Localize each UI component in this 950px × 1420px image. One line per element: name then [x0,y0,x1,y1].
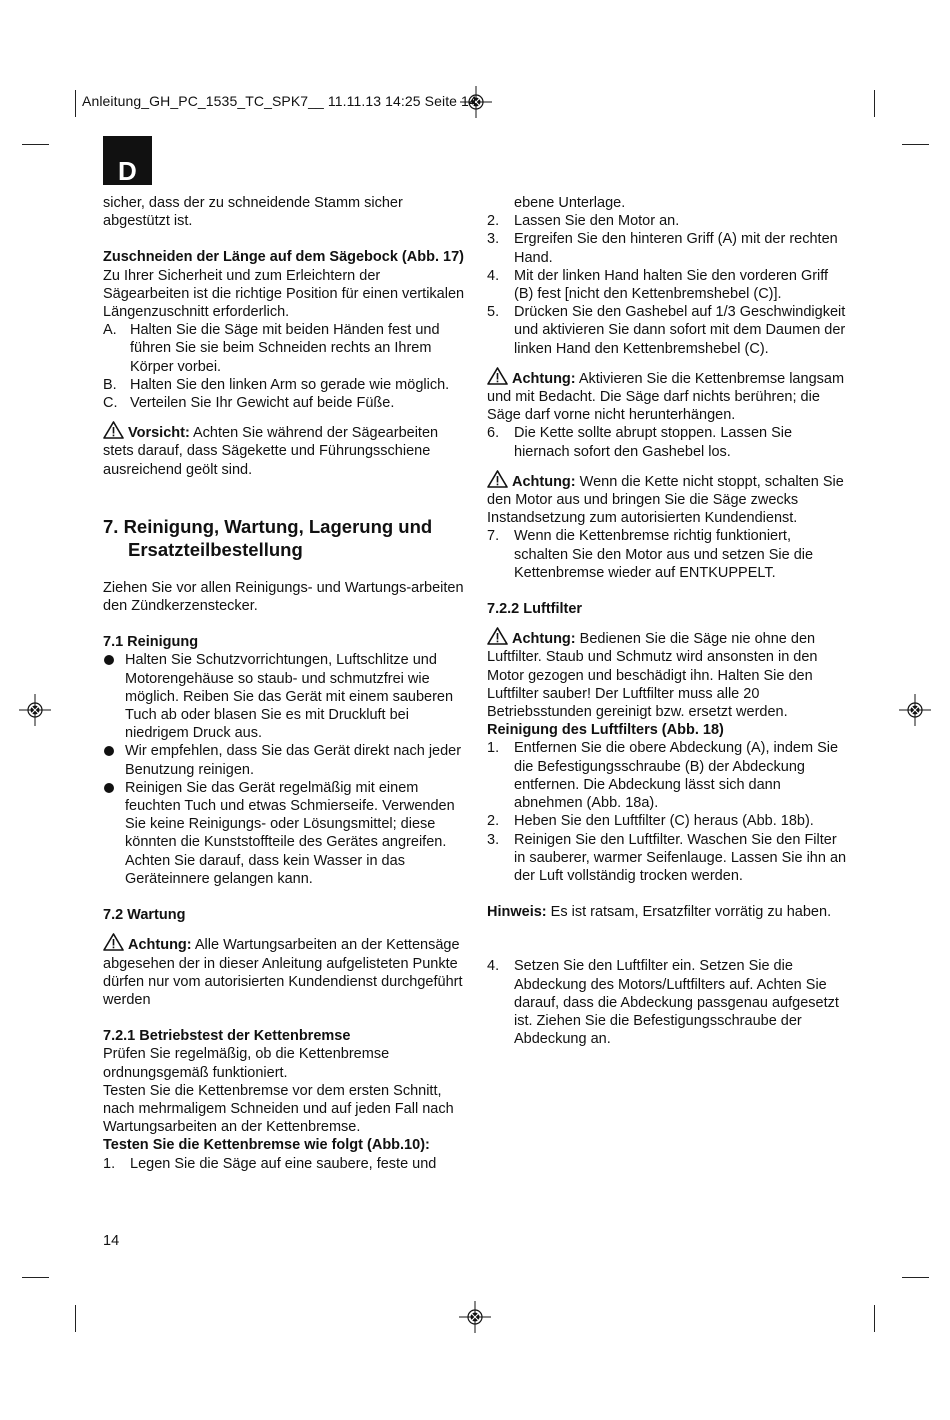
warning-note: Achtung: Bedienen Sie die Säge nie ohne den Luftfilter. Staub und Schmutz wird ansonsten in den Motor gezogen und beschädigt ihn. Halten Sie den Luftfilter sauber! Der Luftfilter muss alle 20 Betriebsstunden gereinigt bzw. ersetzt werden. [487,627,849,721]
airfilter-cleaning-heading: Reinigung des Luftfilters (Abb. 18) [487,722,724,739]
list-item: B. Halten Sie den linken Arm so gerade wie möglich. [103,376,450,393]
brake-text: Prüfen Sie regelmäßig, ob die Kettenbremse ordnungsgemäß funktioniert. [103,1046,390,1081]
crop-mark [75,1305,76,1332]
list-item: C. Verteilen Sie Ihr Gewicht auf beide Füße. [103,395,395,412]
list-item: Halten Sie Schutzvorrichtungen, Luftschlitze und Motorengehäuse so staub- und schmutzfrei wie möglich. Reiben Sie das Gerät mit einem sauberen Tuch ab oder blasen Sie es mit Druckluft bei niedrigem Druck aus. [103,651,465,742]
list-item: 7. Wenn die Kettenbremse richtig funktioniert, schalten Sie den Motor aus und setzen Sie die Kettenbremse wieder auf ENTKUPPELT. [487,528,814,581]
list-item: Wir empfehlen, dass Sie das Gerät direkt nach jeder Benutzung reinigen. [103,742,465,778]
warning-note: Achtung: Aktivieren Sie die Kettenbremse langsam und mit Bedacht. Die Säge darf nichts berühren; die Säge darf vorne nicht herunterhängen. [487,367,849,425]
list-item: Reinigen Sie das Gerät regelmäßig mit einem feuchten Tuch und etwas Schmierseife. Verwenden Sie keine Reinigungs- oder Lösungsmittel; diese könnten die Kunststoffteile des Gerätes angreifen. Achten Sie darauf, dass kein Wasser in das Geräteinnere gelangen kann. [103,779,465,888]
sawhorse-heading: Zuschneiden der Länge auf dem Sägebock (Abb. 17) [103,249,464,266]
caution-note: Vorsicht: Achten Sie während der Sägearbeiten stets darauf, dass Sägekette und Führungsschiene ausreichend geölt sind. [103,421,465,479]
list-item: 3. Reinigen Sie den Luftfilter. Waschen Sie den Filter in sauberer, warmer Seifenlauge. Lassen Sie ihn an der Luft vollständig trocken werden. [487,831,847,884]
airfilter-heading: 7.2.2 Luftfilter [487,601,583,618]
list-item: 1. Entfernen Sie die obere Abdeckung (A), indem Sie die Befestigungsschraube (B) der Abdeckung entfernen. Die Abdeckung lässt sich dann abnehmen (Abb. 18a). [487,740,839,812]
registration-mark-icon [459,1301,491,1333]
sawhorse-text: Zu Ihrer Sicherheit und zum Erleichtern der Sägearbeiten ist die richtige Position für einen vertikalen Längenzuschnitt erforderlich. [103,267,465,321]
bullet-icon [104,783,114,793]
list-item: 1. Legen Sie die Säge auf eine saubere, feste und [103,1155,437,1172]
print-slug: Anleitung_GH_PC_1535_TC_SPK7__ 11.11.13 14:25 Seite 14 [82,93,477,109]
list-item: 4. Mit der linken Hand halten Sie den vorderen Griff (B) fest [nicht den Kettenbremshebel (C)]. [487,267,829,303]
brake-test-heading: Testen Sie die Kettenbremse wie folgt (Abb.10): [103,1137,430,1154]
cleaning-heading: 7.1 Reinigung [103,634,199,651]
crop-mark [22,1277,49,1278]
warning-note: Achtung: Wenn die Kette nicht stoppt, schalten Sie den Motor aus und bringen Sie die Säge zwecks Instandsetzung zum autorisierten Kundendienst. [487,470,849,528]
list-item: 2. Heben Sie den Luftfilter (C) heraus (Abb. 18b). [487,813,814,830]
language-badge: D [103,136,152,185]
list-item: 5. Drücken Sie den Gashebel auf 1/3 Geschwindigkeit und aktivieren Sie dann sofort mit dem Daumen der linken Hand den Kettenbremshebel (C). [487,304,846,357]
list-item: 2. Lassen Sie den Motor an. [487,213,680,230]
warning-icon [103,933,124,951]
left-column [103,194,465,1173]
bullet-icon [104,746,114,756]
page-number: 14 [103,1233,120,1249]
brake-heading: 7.2.1 Betriebstest der Kettenbremse [103,1028,351,1045]
warning-icon [103,421,124,439]
section-intro: Ziehen Sie vor allen Reinigungs- und Wartungs-arbeiten den Zündkerzenstecker. [103,579,464,615]
list-item: 3. Ergreifen Sie den hinteren Griff (A) mit der rechten Hand. [487,231,838,266]
list-item-continued: ebene Unterlage. [514,195,626,211]
intro-text: sicher, dass der zu schneidende Stamm sicher abgestützt ist. [103,195,403,230]
maintenance-heading: 7.2 Wartung [103,907,186,924]
warning-icon [487,470,508,488]
list-item: A. Halten Sie die Säge mit beiden Händen fest und führen Sie sie beim Schneiden rechts an Ihrem Körper vorbei. [103,322,440,375]
crop-mark [75,90,76,117]
list-item: 4. Setzen Sie den Luftfilter ein. Setzen Sie die Abdeckung des Motors/Luftfilters auf. Achten Sie darauf, dass die Abdeckung passgenau aufgesetzt ist. Ziehen Sie die Befestigungsschraube der Abdeckung an. [487,958,839,1048]
crop-mark [22,144,49,145]
crop-mark [874,90,875,117]
bullet-icon [104,655,114,665]
right-column [487,194,849,1048]
crop-mark [902,1277,929,1278]
crop-mark [902,144,929,145]
hint-note: Hinweis: Es ist ratsam, Ersatzfilter vorrätig zu haben. [487,904,832,921]
registration-mark-icon [19,694,51,726]
crop-mark [874,1305,875,1332]
warning-icon [487,627,508,645]
warning-icon [487,367,508,385]
registration-mark-icon [899,694,931,726]
brake-text: Testen Sie die Kettenbremse vor dem ersten Schnitt, nach mehrmaligem Schneiden und auf jeden Fall nach Wartungsarbeiten an der Kettenbremse. [103,1082,454,1136]
section-heading: 7. Reinigung, Wartung, Lagerung und Ersatzteilbestellung [103,515,433,560]
maintenance-warning: Achtung: Alle Wartungsarbeiten an der Kettensäge abgesehen der in dieser Anleitung aufgelisteten Punkte dürfen nur vom autorisierten Kundendienst durchgeführt werden [103,933,465,1009]
list-item: 6. Die Kette sollte abrupt stoppen. Lassen Sie hiernach sofort den Gashebel los. [487,425,793,460]
